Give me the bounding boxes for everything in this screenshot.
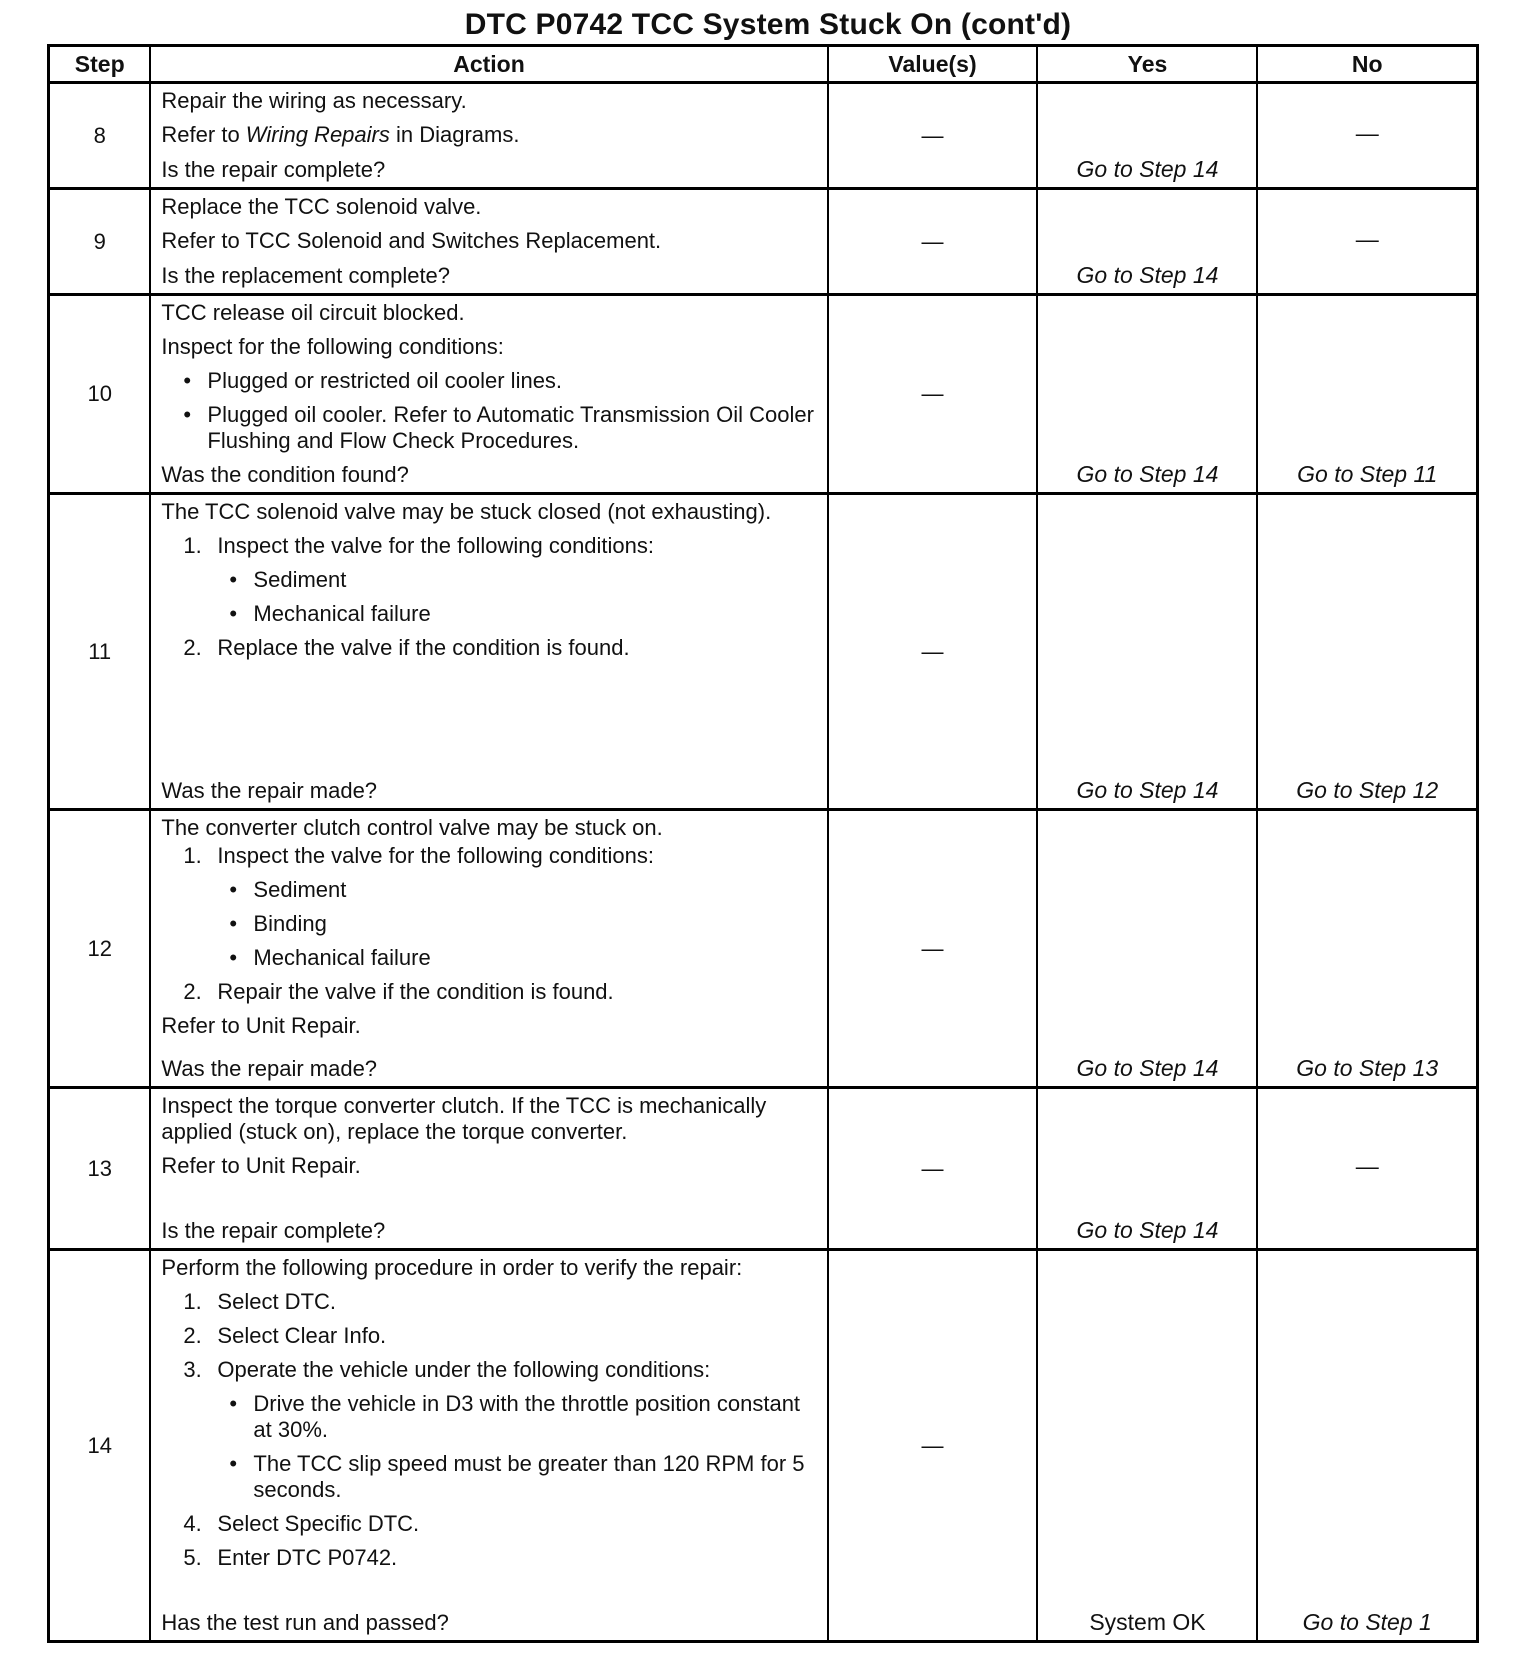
list-item: • Mechanical failure: [229, 945, 431, 970]
yes-cell: Go to Step 14: [1037, 189, 1257, 295]
yes-cell: Go to Step 14: [1037, 295, 1257, 494]
action-text: The converter clutch control valve may be stuck on.: [161, 815, 663, 840]
value-cell: —: [828, 83, 1038, 189]
list-item: 5. Enter DTC P0742.: [183, 1545, 398, 1570]
table-row: [49, 1250, 1478, 1642]
step-number: 13: [49, 1088, 151, 1250]
page-title: DTC P0742 TCC System Stuck On (cont'd): [464, 8, 1072, 41]
list-item: • Plugged or restricted oil cooler lines.: [183, 368, 563, 393]
action-text: The TCC solenoid valve may be stuck closed (not exhausting).: [161, 499, 772, 524]
table-row: [49, 1088, 1478, 1250]
value-cell: —: [828, 189, 1038, 295]
list-item: 2. Select Clear Info.: [183, 1323, 387, 1348]
action-text: TCC release oil circuit blocked.: [161, 300, 465, 325]
step-number: 11: [49, 494, 151, 810]
list-item: • Plugged oil cooler. Refer to Automatic Transmission Oil Cooler Flushing and Flow Check Procedures.: [183, 402, 814, 453]
list-item: 2. Repair the valve if the condition is found.: [183, 979, 614, 1004]
list-item: • Binding: [229, 911, 327, 936]
header-no: No: [1257, 46, 1477, 83]
action-question: Has the test run and passed?: [161, 1610, 449, 1635]
action-question: Is the repair complete?: [161, 1218, 386, 1243]
no-cell: Go to Step 12: [1257, 494, 1477, 810]
action-cell: [150, 295, 827, 494]
list-item: 1. Inspect the valve for the following conditions:: [183, 533, 655, 558]
action-text: Inspect the torque converter clutch. If the TCC is mechanically applied (stuck on), replace the torque converter.: [161, 1093, 767, 1144]
header-step: Step: [49, 46, 151, 83]
action-cell: [150, 1250, 827, 1642]
action-text: Perform the following procedure in order to verify the repair:: [161, 1255, 743, 1280]
step-number: 10: [49, 295, 151, 494]
step-number: 14: [49, 1250, 151, 1642]
header-yes: Yes: [1037, 46, 1257, 83]
value-cell: —: [828, 810, 1038, 1088]
value-cell: —: [828, 295, 1038, 494]
action-question: Was the condition found?: [161, 462, 409, 487]
list-item: 4. Select Specific DTC.: [183, 1511, 420, 1536]
step-number: 12: [49, 810, 151, 1088]
table-row: [49, 494, 1478, 810]
header-action: Action: [150, 46, 827, 83]
list-item: • Drive the vehicle in D3 with the throttle position constant at 30%.: [229, 1391, 801, 1442]
action-question: Is the repair complete?: [161, 157, 386, 182]
action-question: Was the repair made?: [161, 1056, 378, 1081]
action-cell: [150, 189, 827, 295]
action-reference: Refer to Unit Repair.: [161, 1013, 361, 1038]
action-cell: [150, 810, 827, 1088]
yes-cell: Go to Step 14: [1037, 83, 1257, 189]
list-item: 1. Inspect the valve for the following conditions:: [183, 843, 655, 868]
action-text: Inspect for the following conditions:: [161, 334, 504, 359]
action-cell: [150, 83, 827, 189]
no-cell: —: [1257, 189, 1477, 295]
action-reference: Refer to TCC Solenoid and Switches Replacement.: [161, 228, 662, 253]
action-cell: [150, 494, 827, 810]
no-cell: —: [1257, 83, 1477, 189]
header-values: Value(s): [828, 46, 1038, 83]
action-question: Was the repair made?: [161, 778, 378, 803]
action-reference: Refer to Wiring Repairs in Diagrams.: [161, 122, 520, 147]
list-item: 1. Select DTC.: [183, 1289, 337, 1314]
table-row: [49, 189, 1478, 295]
value-cell: —: [828, 1088, 1038, 1250]
action-cell: [150, 1088, 827, 1250]
diagnostic-table: [47, 44, 1479, 1643]
action-question: Is the replacement complete?: [161, 263, 451, 288]
value-cell: —: [828, 494, 1038, 810]
list-item: • Sediment: [229, 877, 347, 902]
value-cell: —: [828, 1250, 1038, 1642]
list-item: • Mechanical failure: [229, 601, 431, 626]
table-row: [49, 295, 1478, 494]
no-cell: Go to Step 11: [1257, 295, 1477, 494]
table-row: [49, 810, 1478, 1088]
action-text: Repair the wiring as necessary.: [161, 88, 467, 113]
yes-cell: System OK: [1037, 1250, 1257, 1642]
action-reference: Refer to Unit Repair.: [161, 1153, 361, 1178]
step-number: 8: [49, 83, 151, 189]
header-row: [49, 46, 1478, 83]
yes-cell: Go to Step 14: [1037, 810, 1257, 1088]
step-number: 9: [49, 189, 151, 295]
action-text: Replace the TCC solenoid valve.: [161, 194, 482, 219]
list-item: 2. Replace the valve if the condition is found.: [183, 635, 630, 660]
table-row: [49, 83, 1478, 189]
no-cell: Go to Step 1: [1257, 1250, 1477, 1642]
list-item: 3. Operate the vehicle under the following conditions:: [183, 1357, 711, 1382]
no-cell: Go to Step 13: [1257, 810, 1477, 1088]
list-item: • Sediment: [229, 567, 347, 592]
yes-cell: Go to Step 14: [1037, 1088, 1257, 1250]
no-cell: —: [1257, 1088, 1477, 1250]
yes-cell: Go to Step 14: [1037, 494, 1257, 810]
list-item: • The TCC slip speed must be greater than 120 RPM for 5 seconds.: [229, 1451, 805, 1502]
